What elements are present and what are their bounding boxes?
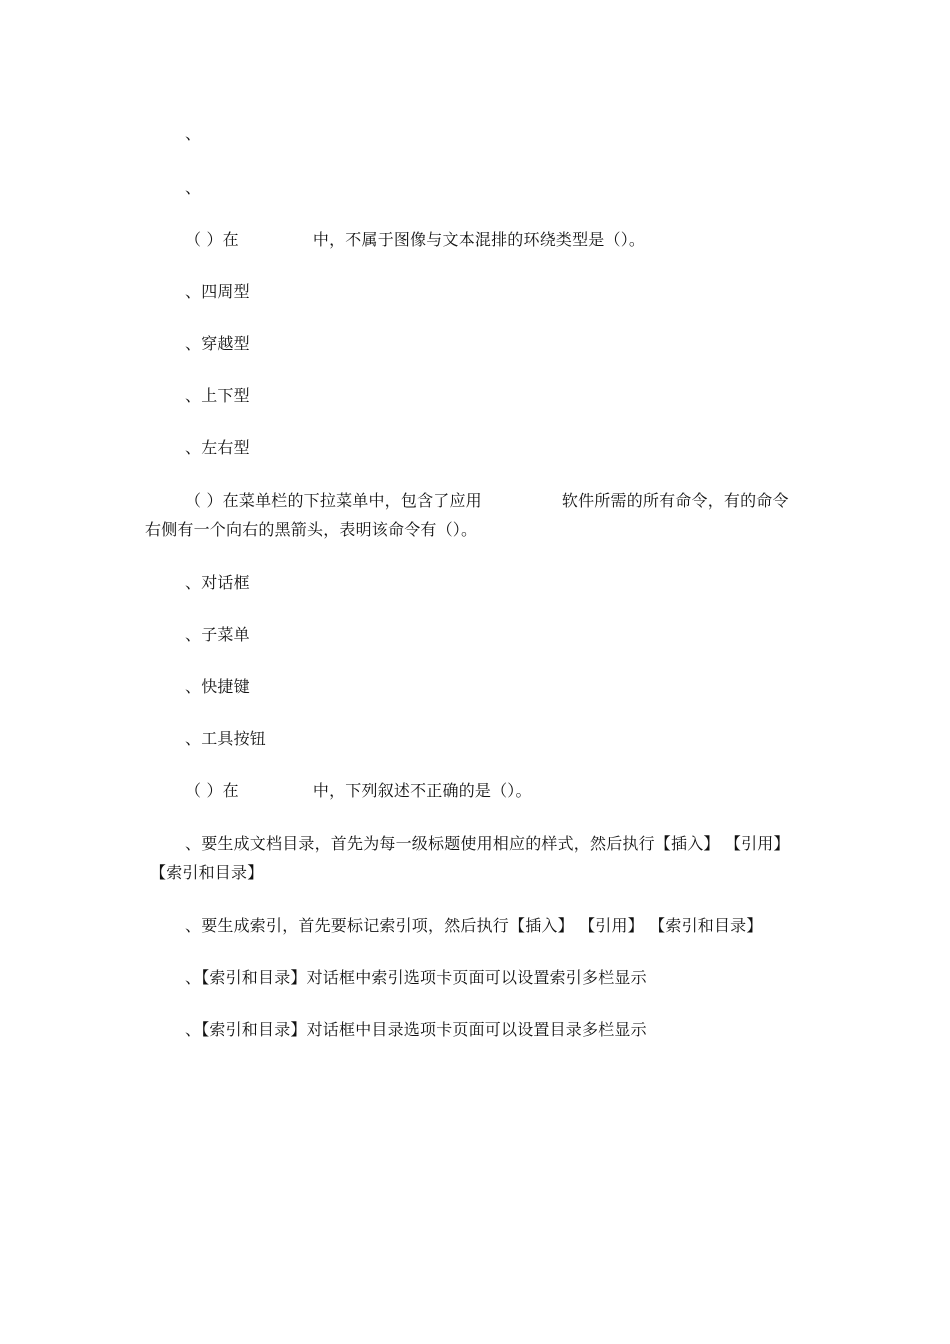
question-2-option-b: 、子菜单 xyxy=(185,625,250,644)
question-3-option-d: 、【索引和目录】对话框中目录选项卡页面可以设置目录多栏显示 xyxy=(185,1020,647,1039)
question-2-option-d: 、工具按钮 xyxy=(185,729,267,748)
question-2-option-c: 、快捷键 xyxy=(185,677,250,696)
question-3-option-b: 、要生成索引，首先要标记索引项，然后执行【插入】 【引用】 【索引和目录】 xyxy=(185,916,763,935)
question-3-prefix: （ ）在 xyxy=(185,781,239,800)
question-2-prefix: （ ）在菜单栏的下拉菜单中，包含了应用 xyxy=(185,491,482,510)
question-3-option-c: 、【索引和目录】对话框中索引选项卡页面可以设置索引多栏显示 xyxy=(185,968,647,987)
question-1-option-d: 、左右型 xyxy=(185,438,250,457)
question-3-option-a-line-2: 【索引和目录】 xyxy=(150,863,264,882)
question-3-option-a-line-1: 、要生成文档目录，首先为每一级标题使用相应的样式，然后执行【插入】 【引用】 xyxy=(185,834,790,853)
question-3-suffix: 中，下列叙述不正确的是（）。 xyxy=(312,781,532,800)
question-1-prefix: （ ）在 xyxy=(185,230,239,249)
question-1-option-a: 、四周型 xyxy=(185,282,250,301)
question-1-option-c: 、上下型 xyxy=(185,386,250,405)
question-2-suffix: 软件所需的所有命令，有的命令 xyxy=(561,491,789,510)
question-1-option-b: 、穿越型 xyxy=(185,334,250,353)
blank-mark-1: 、 xyxy=(185,124,202,143)
question-1 xyxy=(185,230,645,250)
question-3 xyxy=(185,781,532,801)
question-1-suffix: 中，不属于图像与文本混排的环绕类型是（）。 xyxy=(312,230,646,249)
question-2-line-2: 右侧有一个向右的黑箭头，表明该命令有（）。 xyxy=(145,520,478,539)
question-2-option-a: 、对话框 xyxy=(185,573,250,592)
question-2-line-1 xyxy=(185,491,789,511)
blank-mark-2: 、 xyxy=(185,178,202,197)
